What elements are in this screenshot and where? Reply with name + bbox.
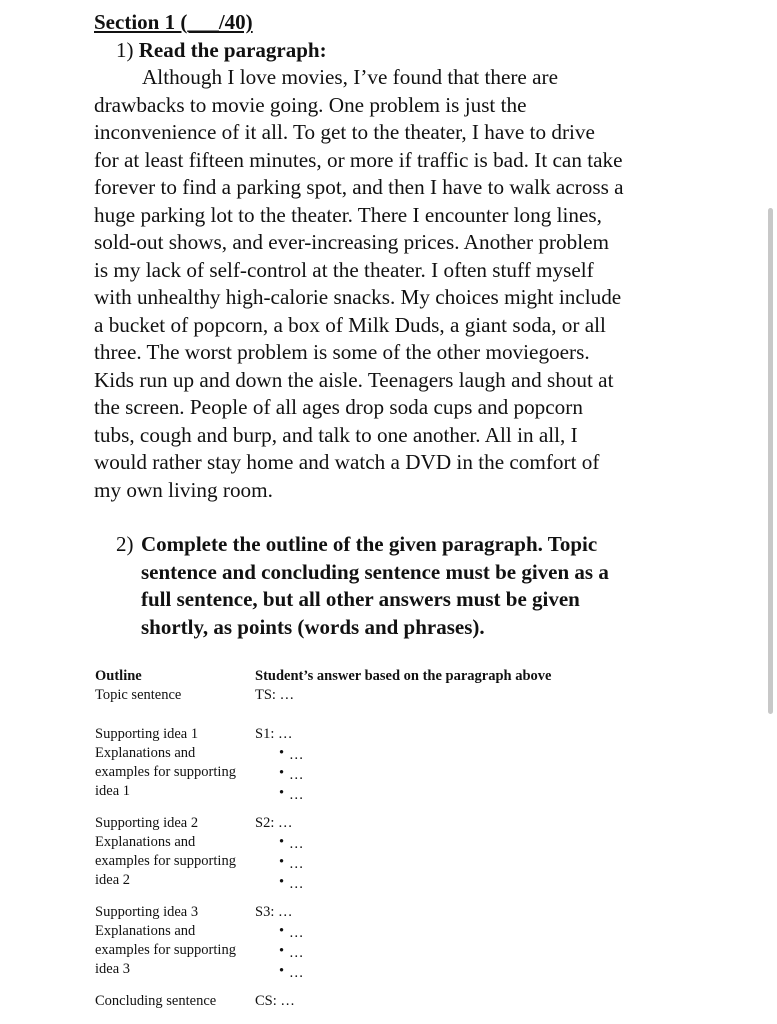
paragraph-line: would rather stay home and watch a DVD in the comfort of: [94, 450, 600, 474]
paragraph-line: forever to find a parking spot, and then I have to walk across a: [94, 175, 624, 199]
bullet-item[interactable]: • …: [279, 874, 304, 892]
paragraph-line: for at least fifteen minutes, or more if traffic is bad. It can take: [94, 147, 623, 172]
question-2-instruction: [141, 531, 716, 641]
support-2-row: [95, 814, 655, 833]
support-3-explanations-row: [95, 922, 655, 982]
paragraph-line: tubs, cough and burp, and talk to one another. All in all, I: [94, 422, 578, 447]
expl-line: Explanations and: [95, 923, 196, 939]
support-3-label: Supporting idea 3: [95, 904, 199, 920]
expl-line: examples for supporting: [95, 853, 236, 869]
concluding-sentence-answer[interactable]: CS: …: [255, 993, 295, 1009]
support-3-row: [95, 903, 655, 922]
support-2-answer[interactable]: S2: …: [255, 815, 293, 831]
expl-line: idea 3: [95, 961, 131, 977]
topic-sentence-label: Topic sentence: [95, 687, 182, 703]
expl-line: Explanations and: [95, 745, 196, 761]
paragraph-line: inconvenience of it all. To get to the theater, I have to drive: [94, 120, 595, 144]
support-1-explanations-row: [95, 744, 655, 804]
paragraph-line: Kids run up and down the aisle. Teenagers laugh and shout at: [94, 367, 614, 392]
instruction-line: sentence and concluding sentence must be given as a: [141, 559, 609, 584]
paragraph-line: with unhealthy high-calorie snacks. My choices might include: [94, 285, 622, 309]
instruction-line: full sentence, but all other answers must be given: [141, 587, 580, 611]
expl-line: idea 1: [95, 783, 131, 799]
outline-header-row: [95, 667, 655, 686]
question-1-number: 1): [116, 38, 134, 62]
support-2-bullets: [255, 833, 655, 893]
topic-sentence-answer[interactable]: TS: …: [255, 687, 295, 703]
bullet-item[interactable]: • …: [279, 923, 304, 941]
paragraph-line: the screen. People of all ages drop soda cups and popcorn: [94, 395, 583, 419]
expl-line: idea 2: [95, 872, 131, 888]
bullet-item[interactable]: • …: [279, 765, 304, 783]
vertical-scrollbar[interactable]: [768, 208, 773, 714]
bullet-item[interactable]: • …: [279, 943, 304, 961]
outline-table: [95, 667, 655, 1011]
support-1-bullets: [255, 744, 655, 804]
paragraph-line: my own living room.: [94, 477, 273, 502]
question-2: [116, 531, 716, 641]
concluding-sentence-row: [95, 992, 655, 1011]
expl-line: examples for supporting: [95, 764, 236, 780]
paragraph-line: huge parking lot to the theater. There I encounter long lines,: [94, 202, 602, 227]
expl-line: Explanations and: [95, 834, 196, 850]
support-2-explanations-label: [95, 833, 255, 893]
section-title: Section 1 (___/40): [94, 10, 253, 34]
support-3-explanations-label: [95, 922, 255, 982]
question-2-number: 2): [116, 532, 134, 556]
outline-header-right: Student’s answer based on the paragraph above: [255, 668, 552, 684]
bullet-item[interactable]: • …: [279, 834, 304, 852]
bullet-item[interactable]: • …: [279, 963, 304, 981]
paragraph-line: is my lack of self-control at the theater. I often stuff myself: [94, 257, 594, 282]
paragraph-line: a bucket of popcorn, a box of Milk Duds, a giant soda, or all: [94, 312, 606, 337]
concluding-sentence-label: Concluding sentence: [95, 993, 217, 1009]
reading-paragraph: [94, 64, 694, 504]
paragraph-line: sold-out shows, and ever-increasing prices. Another problem: [94, 230, 610, 254]
support-1-label: Supporting idea 1: [95, 726, 199, 742]
bullet-item[interactable]: • …: [279, 785, 304, 803]
support-1-answer[interactable]: S1: …: [255, 726, 293, 742]
support-1-row: [95, 725, 655, 744]
paragraph-line: three. The worst problem is some of the other moviegoers.: [94, 340, 590, 364]
support-3-bullets: [255, 922, 655, 982]
question-1-label: Read the paragraph:: [138, 38, 327, 62]
instruction-line: shortly, as points (words and phrases).: [141, 614, 485, 639]
paragraph-line: Although I love movies, I’ve found that there are: [142, 65, 558, 89]
question-1-heading: [116, 36, 327, 64]
bullet-item[interactable]: • …: [279, 854, 304, 872]
support-3-answer[interactable]: S3: …: [255, 904, 293, 920]
support-2-label: Supporting idea 2: [95, 815, 199, 831]
bullet-item[interactable]: • …: [279, 745, 304, 763]
support-2-explanations-row: [95, 833, 655, 893]
instruction-line: Complete the outline of the given paragraph. Topic: [141, 532, 598, 556]
paragraph-line: drawbacks to movie going. One problem is just the: [94, 92, 527, 117]
expl-line: examples for supporting: [95, 942, 236, 958]
topic-sentence-row: [95, 686, 655, 705]
outline-header-left: Outline: [95, 668, 142, 684]
support-1-explanations-label: [95, 744, 255, 804]
